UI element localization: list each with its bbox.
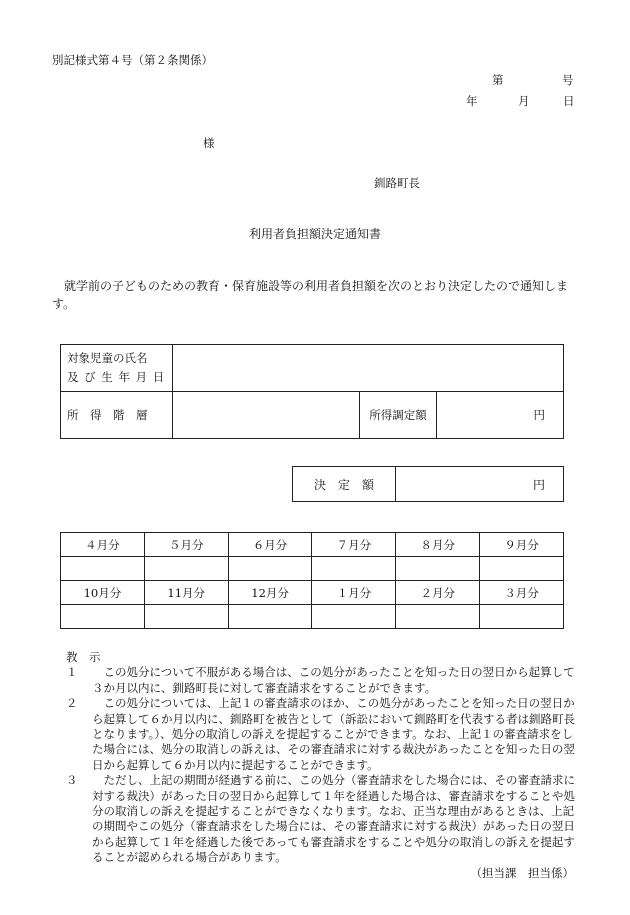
month-header: ２月分 xyxy=(396,581,480,605)
month-header: ８月分 xyxy=(396,533,480,557)
month-value[interactable] xyxy=(480,557,564,581)
income-adjust-label: 所得調定額 xyxy=(360,392,437,439)
item-text: ただし、上記の期間が経過する前に、この処分（審査請求をした場合には、その審査請求に対する裁決）があった日の翌日から起算して１年を経過した場合は、審査請求をすることや処分の取消しの訴えを提起することができなくなります。なお、正当な理由があるときは、上記の期間やこの処分（審査請求をした場合には、その審査請求に対する裁決）があった日の翌日から起算して１年を経過した後であっても審査請求をすることや処分の取消しの訴えを提起することが認められる場合があります。 xyxy=(92,773,575,865)
instruction-item xyxy=(66,665,580,696)
month-header: 12月分 xyxy=(228,581,312,605)
form-reference: 別記様式第４号（第２条関係） xyxy=(52,53,213,67)
item-number: ２ xyxy=(66,696,78,711)
item-text: この処分については、上記１の審査請求のほか、この処分があったことを知った日の翌日から起算して６か月以内に、釧路町を被告として（訴訟において釧路町を代表する者は釧路町長となります。）、処分の取消しの訴えを提起することができます。なお、上記１の審査請求をした場合には、処分の取消しの訴えは、その審査請求に対する裁決があったことを知った日の翌日から起算して６か月以内に提起することができます。 xyxy=(92,696,575,772)
instructions-section xyxy=(66,650,580,881)
month-value[interactable] xyxy=(480,605,564,629)
month-value[interactable] xyxy=(312,557,396,581)
item-number: ３ xyxy=(66,773,78,788)
instruction-item xyxy=(66,773,580,865)
decision-value[interactable] xyxy=(396,467,564,502)
month-value[interactable] xyxy=(396,557,480,581)
month-value[interactable] xyxy=(144,605,228,629)
month-value[interactable] xyxy=(61,605,145,629)
month-header: １月分 xyxy=(312,581,396,605)
child-info-table xyxy=(60,344,564,439)
issuer: 釧路町長 xyxy=(374,176,420,190)
number-go: 号 xyxy=(562,73,574,87)
month-value[interactable] xyxy=(396,605,480,629)
monthly-table xyxy=(60,532,564,629)
income-adjust-value[interactable] xyxy=(437,392,564,439)
table-row xyxy=(61,605,564,629)
table-row xyxy=(61,557,564,581)
decision-table xyxy=(292,466,564,502)
table-row xyxy=(61,533,564,557)
item-number: １ xyxy=(66,665,78,680)
month-value[interactable] xyxy=(228,605,312,629)
yen-unit: 円 xyxy=(533,408,545,422)
number-dai: 第 xyxy=(492,73,504,87)
contact-note: （担当課 担当係） xyxy=(470,865,574,880)
child-name-value[interactable] xyxy=(173,345,564,392)
month-header: ５月分 xyxy=(144,533,228,557)
month-value[interactable] xyxy=(312,605,396,629)
date-day: 日 xyxy=(563,94,575,108)
income-tier-value[interactable] xyxy=(173,392,360,439)
table-row xyxy=(61,581,564,605)
month-value[interactable] xyxy=(61,557,145,581)
month-header: ３月分 xyxy=(480,581,564,605)
month-header: ９月分 xyxy=(480,533,564,557)
month-value[interactable] xyxy=(228,557,312,581)
item-text: この処分について不服がある場合は、この処分があったことを知った日の翌日から起算して３か月以内に、釧路町長に対して審査請求をすることができます。 xyxy=(92,665,575,695)
child-name-label-cell xyxy=(61,345,173,392)
intro-paragraph: 就学前の子どものための教育・保育施設等の利用者負担額を次のとおり決定したので通知します。 xyxy=(52,279,569,311)
yen-unit: 円 xyxy=(532,477,545,492)
instruction-item xyxy=(66,696,580,773)
table-row xyxy=(61,392,564,439)
addressee-suffix: 様 xyxy=(203,136,215,150)
table-row xyxy=(293,467,564,502)
document-title: 利用者負担額決定通知書 xyxy=(248,227,381,241)
instructions-heading: 教 示 xyxy=(66,650,101,664)
decision-label: 決 定 額 xyxy=(293,467,396,502)
month-header: ４月分 xyxy=(61,533,145,557)
child-name-label: 対象児童の氏名 xyxy=(67,351,148,365)
month-value[interactable] xyxy=(144,557,228,581)
birthdate-label: 及 び 生 年 月 日 xyxy=(67,370,166,384)
table-row xyxy=(61,345,564,392)
income-tier-label: 所 得 階 層 xyxy=(61,392,173,439)
month-header: 11月分 xyxy=(144,581,228,605)
date-year: 年 xyxy=(466,94,478,108)
date-month: 月 xyxy=(518,94,530,108)
month-header: 10月分 xyxy=(61,581,145,605)
month-header: ７月分 xyxy=(312,533,396,557)
month-header: ６月分 xyxy=(228,533,312,557)
